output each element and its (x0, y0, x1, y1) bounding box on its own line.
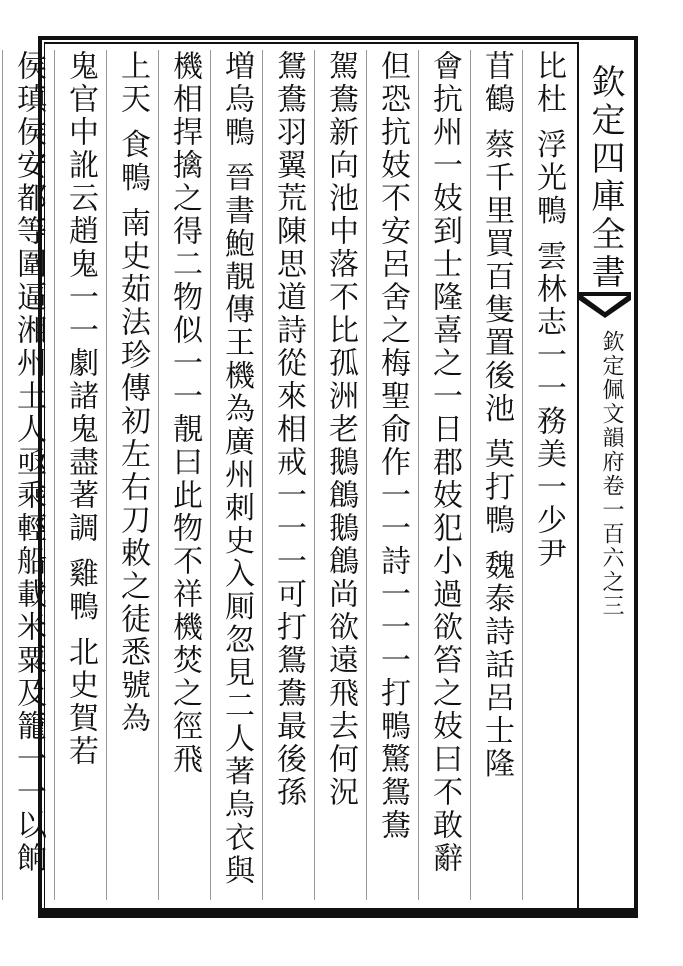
text-column: 鬼官中訛云趙鬼一一劇諸鬼盡著調 雞鴨 北史賀若 (54, 50, 106, 900)
text-column: 侯瑱侯安都等圍逼湘州土人亟乘輕船載米粟及籠一一以餉 (2, 50, 54, 900)
text-column: 但恐抗妓不安呂舍之梅聖俞作一一詩一一一打鴨驚鴛鴦 (366, 50, 418, 900)
text-column: 駕鴦新向池中落不比孤洲老鵝鶬鵝鶬尚欲遠飛去何況 (314, 50, 366, 900)
text-column: 苜鶴 蔡千里買百隻置後池 莫打鴨 魏泰詩話呂士隆 (470, 50, 522, 900)
book-title: 欽定四庫全書 (585, 64, 625, 292)
text-column: 上天 食鴨 南史茹法珍傳初左右刀敕之徒悉號為 (106, 50, 158, 900)
text-column: 比杜 浮光鴨 雲林志一一務美一少尹 (522, 50, 574, 900)
text-column: 會抗州一妓到士隆喜之一日郡妓犯小過欲笞之妓曰不敢辭 (418, 50, 470, 900)
fish-tail-ornament (579, 292, 631, 332)
text-column: 機相捍擒之得二物似一一靚曰此物不祥機焚之徑飛 (158, 50, 210, 900)
text-column: 増烏鴨 晉書鮑靚傳王機為廣州刺史入厠忽見二人著烏衣與 (210, 50, 262, 900)
bottom-border-bar (38, 908, 638, 918)
volume-label: 欽定佩文韻府卷一百六之三 (599, 330, 624, 618)
main-text (11, 50, 574, 900)
text-column: 鴛鴦羽翼荒陳思道詩從來相戒一一一可打鴛鴦最後孫 (262, 50, 314, 900)
